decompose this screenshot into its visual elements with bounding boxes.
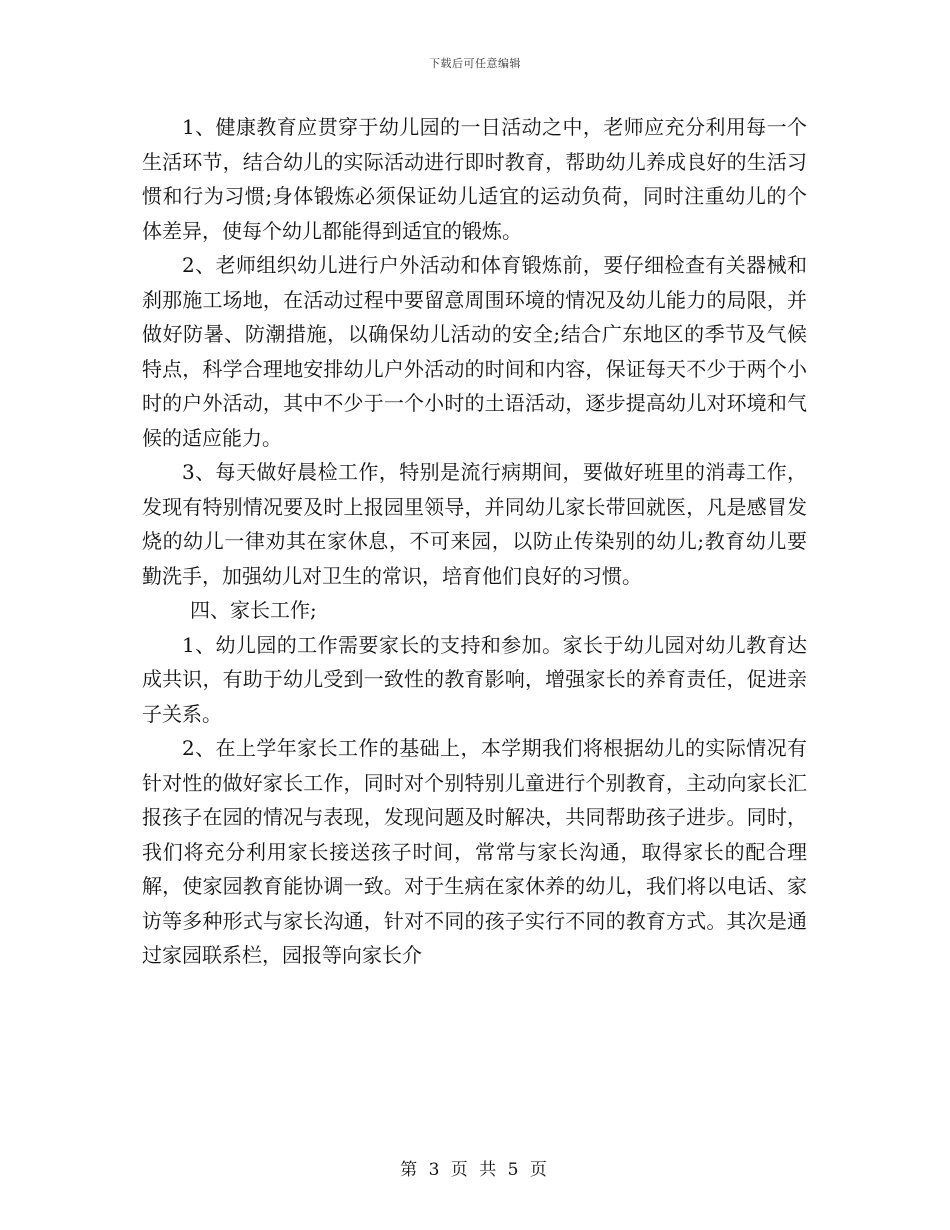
- section-heading-parent-work: 四、家长工作;: [190, 598, 317, 622]
- page-number-footer: 第 3 页 共 5 页: [400, 1160, 550, 1180]
- paragraph-health-education: 1、健康教育应贯穿于幼儿园的一日活动之中，老师应充分利用每一个生活环节，结合幼儿的实际活动进行即时教育，帮助幼儿养成良好的生活习惯和行为习惯;身体锻炼必须保证幼儿适宜的运动负荷，同时注重幼儿的个体差异，使每个幼儿都能得到适宜的锻炼。: [142, 115, 807, 243]
- paragraph-parent-communication: 2、在上学年家长工作的基础上，本学期我们将根据幼儿的实际情况有针对性的做好家长工作，同时对个别特别儿童进行个别教育，主动向家长汇报孩子在园的情况与表现，发现问题及时解决，共同帮助孩子进步。同时，我们将充分利用家长接送孩子时间，常常与家长沟通，取得家长的配合理解，使家园教育能协调一致。对于生病在家休养的幼儿，我们将以电话、家访等多种形式与家长沟通，针对不同的孩子实行不同的教育方式。其次是通过家园联系栏，园报等向家长介: [142, 736, 807, 967]
- header-note: 下载后可任意编辑: [429, 57, 521, 70]
- body-text: [142, 110, 807, 973]
- paragraph-morning-check: 3、每天做好晨检工作，特别是流行病期间，要做好班里的消毒工作，发现有特别情况要及时上报园里领导，并同幼儿家长带回就医，凡是感冒发烧的幼儿一律劝其在家休息，不可来园，以防止传染别的幼儿;教育幼儿要勤洗手，加强幼儿对卫生的常识，培育他们良好的习惯。: [142, 460, 807, 588]
- paragraph-parent-support: 1、幼儿园的工作需要家长的支持和参加。家长于幼儿园对幼儿教育达成共识，有助于幼儿受到一致性的教育影响，增强家长的养育责任，促进亲子关系。: [142, 632, 807, 726]
- paragraph-outdoor-activities: 2、老师组织幼儿进行户外活动和体育锻炼前，要仔细检查有关器械和刹那施工场地，在活动过程中要留意周围环境的情况及幼儿能力的局限，并做好防暑、防潮措施，以确保幼儿活动的安全;结合广东地区的季节及气候特点，科学合理地安排幼儿户外活动的时间和内容，保证每天不少于两个小时的户外活动，其中不少于一个小时的土语活动，逐步提高幼儿对环境和气候的适应能力。: [142, 253, 807, 450]
